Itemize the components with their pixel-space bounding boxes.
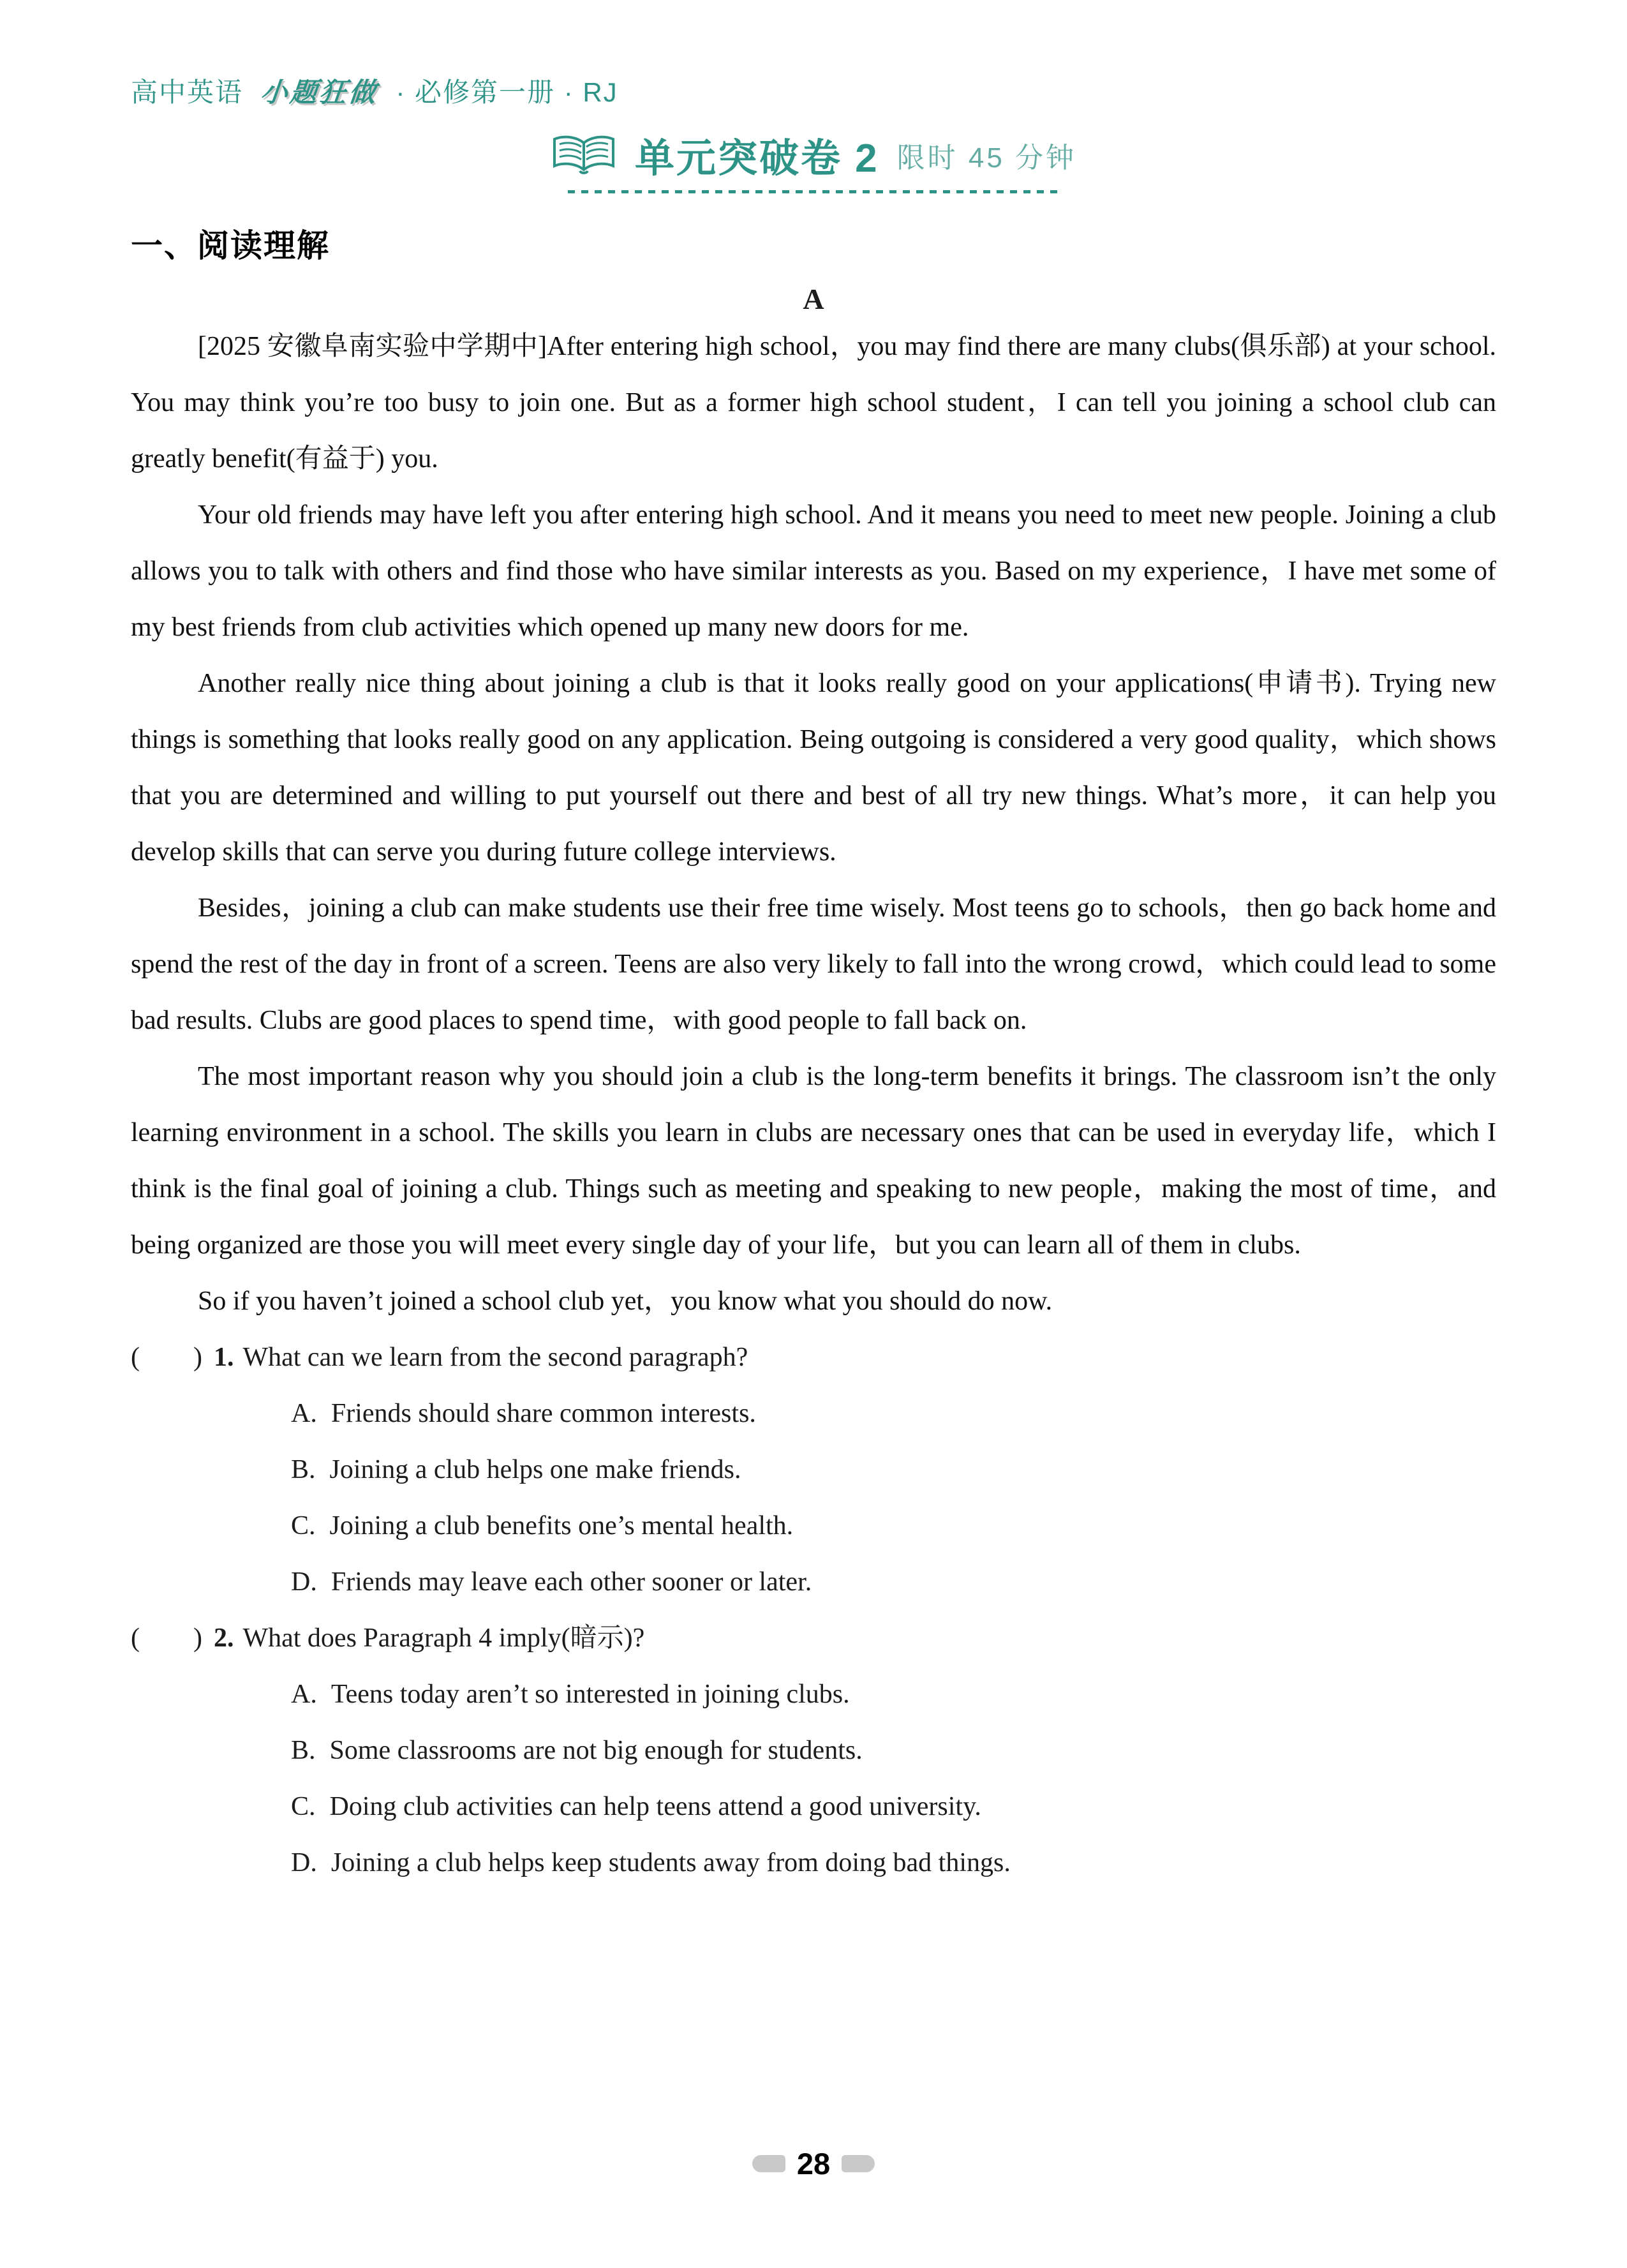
unit-title-text: 单元突破卷 2 [634,137,879,181]
passage-label: A [803,283,824,315]
page-footer [0,2149,1627,2179]
option-d [131,1554,1496,1610]
option-letter: C. [291,1511,316,1541]
question-1 [131,1329,1496,1610]
option-a [131,1666,1496,1722]
option-c [131,1498,1496,1554]
dotted-rule [568,190,1059,193]
option-letter: D. [291,1848,317,1877]
question-stem [131,1610,1496,1666]
question-text: What does Paragraph 4 imply(暗示)? [242,1623,645,1653]
option-letter: B. [291,1736,316,1765]
exam-source-tag: [2025 安徽阜南实验中学期中] [198,332,547,361]
question-text: What can we learn from the second paragraph? [242,1343,748,1372]
answer-bracket: ( ) [131,1343,202,1372]
running-head [131,0,1496,110]
passage-paragraph [131,318,1496,487]
option-letter: A. [291,1680,317,1709]
option-text: Joining a club benefits one’s mental health. [329,1511,794,1541]
course-label: 高中英语 [131,77,244,107]
option-text: Friends may leave each other sooner or later. [331,1567,812,1597]
page-number: 28 [796,2147,831,2181]
passage-paragraph: Besides，joining a club can make students use their free time wisely. Most teens go to schools，then go back home and spend the rest of the day in front of a screen. Teens are also very likely to fall into the wrong crowd，which could lead to some bad results. Clubs are good places to spend time，with good people to fall back on. [131,893,1496,1035]
footer-left-pill [752,2155,785,2172]
option-text: Friends should share common interests. [331,1399,756,1428]
paragraph-text: After entering high school，you may find there are many clubs(俱乐部) at your school. You may think you’re too busy to join one. But as a former high school student，I can tell you joining a school club can greatly benefit(有益于) you. [131,332,1496,474]
option-letter: D. [291,1567,317,1597]
passage-paragraph: The most important reason why you should join a club is the long-term benefits it brings. The classroom isn’t the only learning environment in a school. The skills you learn in clubs are necessary ones that can be used in everyday life，which I think is the final goal of joining a club. Things such as meeting and speaking to new people，making the most of time，and being organized are those you will meet every single day of your life，but you can learn all of them in clubs. [131,1062,1496,1260]
option-text: Doing club activities can help teens attend a good university. [329,1792,981,1821]
question-number: 1. [213,1343,234,1372]
answer-bracket: ( ) [131,1623,202,1653]
brand-logo: 小题狂做 [258,77,380,107]
footer-right-pill [842,2155,875,2172]
time-limit-text: 限时 45 分钟 [896,142,1077,174]
passage-paragraph: So if you haven’t joined a school club yet，you know what you should do now. [198,1287,1053,1316]
question-2 [131,1610,1496,1891]
reading-passage [131,280,1496,1329]
passage-paragraph: Another really nice thing about joining a club is that it looks really good on your applications(申请书). Trying new things is something that looks really good on any application. Being outgoing is considered a very good quality，which shows that you are determined and willing to put yourself out there and best of all try new things. What’s more，it can help you develop skills that can serve you during future college interviews. [131,669,1496,867]
option-text: Joining a club helps keep students away from doing bad things. [331,1848,1011,1877]
option-text: Teens today aren’t so interested in joining clubs. [331,1680,850,1709]
option-a [131,1385,1496,1442]
question-number: 2. [213,1623,234,1653]
question-stem [131,1329,1496,1385]
option-letter: A. [291,1399,317,1428]
option-b [131,1442,1496,1498]
option-d [131,1835,1496,1891]
option-text: Joining a club helps one make friends. [329,1455,741,1484]
unit-title-block [568,126,1077,193]
option-text: Some classrooms are not big enough for students. [329,1736,863,1765]
option-b [131,1722,1496,1779]
section-heading: 一、阅读理解 [131,228,330,264]
option-c [131,1779,1496,1835]
option-letter: B. [291,1455,316,1484]
passage-paragraph: Your old friends may have left you after entering high school. And it means you need to meet new people. Joining a club allows you to talk with others and find those who have similar interests as you. Based on my experience，I have met some of my best friends from club activities which opened up many new doors for me. [131,500,1496,642]
open-book-icon [551,134,617,176]
volume-label: · 必修第一册 · RJ [396,77,618,107]
option-letter: C. [291,1792,316,1821]
